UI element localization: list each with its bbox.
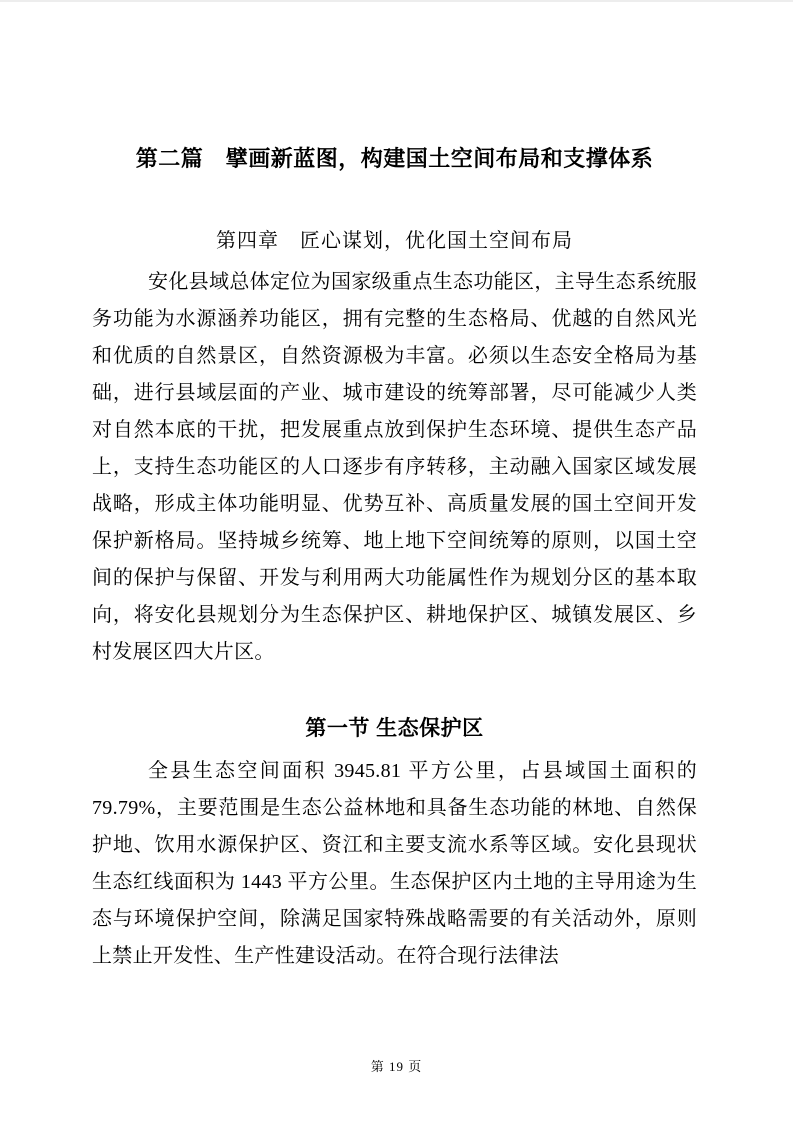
section-heading: 第一节 生态保护区	[305, 717, 484, 740]
chapter-intro-paragraph: 安化县域总体定位为国家级重点生态功能区，主导生态系统服务功能为水源涵养功能区，拥有完整的生态格局、优越的自然风光和优质的自然景区，自然资源极为丰富。必须以生态安全格局为基础，进行县域层面的产业、城市建设的统筹部署，尽可能减少人类对自然本底的干扰，把发展重点放到保护生态环境、提供生态产品上，支持生态功能区的人口逐步有序转移，主动融入国家区域发展战略，形成主体功能明显、优势互补、高质量发展的国土空间开发保护新格局。坚持城乡统筹、地上地下空间统筹的原则，以国土空间的保护与保留、开发与利用两大功能属性作为规划分区的基本取向，将安化县规划分为生态保护区、耕地保护区、城镇发展区、乡村发展区四大片区。	[92, 271, 697, 663]
chapter-heading: 第四章 匠心谋划，优化国土空间布局	[216, 230, 573, 252]
page-number-label: 第 19 页	[370, 1059, 423, 1074]
section-paragraph: 全县生态空间面积 3945.81 平方公里，占县域国土面积的79.79%，主要范围是生态公益林地和具备生态功能的林地、自然保护地、饮用水源保护区、资江和主要支流水系等区域。安化县现状生态红线面积为 1443 平方公里。生态保护区内土地的主导用途为生态与环境保护空间，除满足国家特殊战略需要的有关活动外，原则上禁止开发性、生产性建设活动。在符合现行法律法	[92, 760, 697, 967]
page-footer	[0, 1060, 793, 1074]
part-heading: 第二篇 擘画新蓝图，构建国土空间布局和支撑体系	[135, 146, 654, 171]
